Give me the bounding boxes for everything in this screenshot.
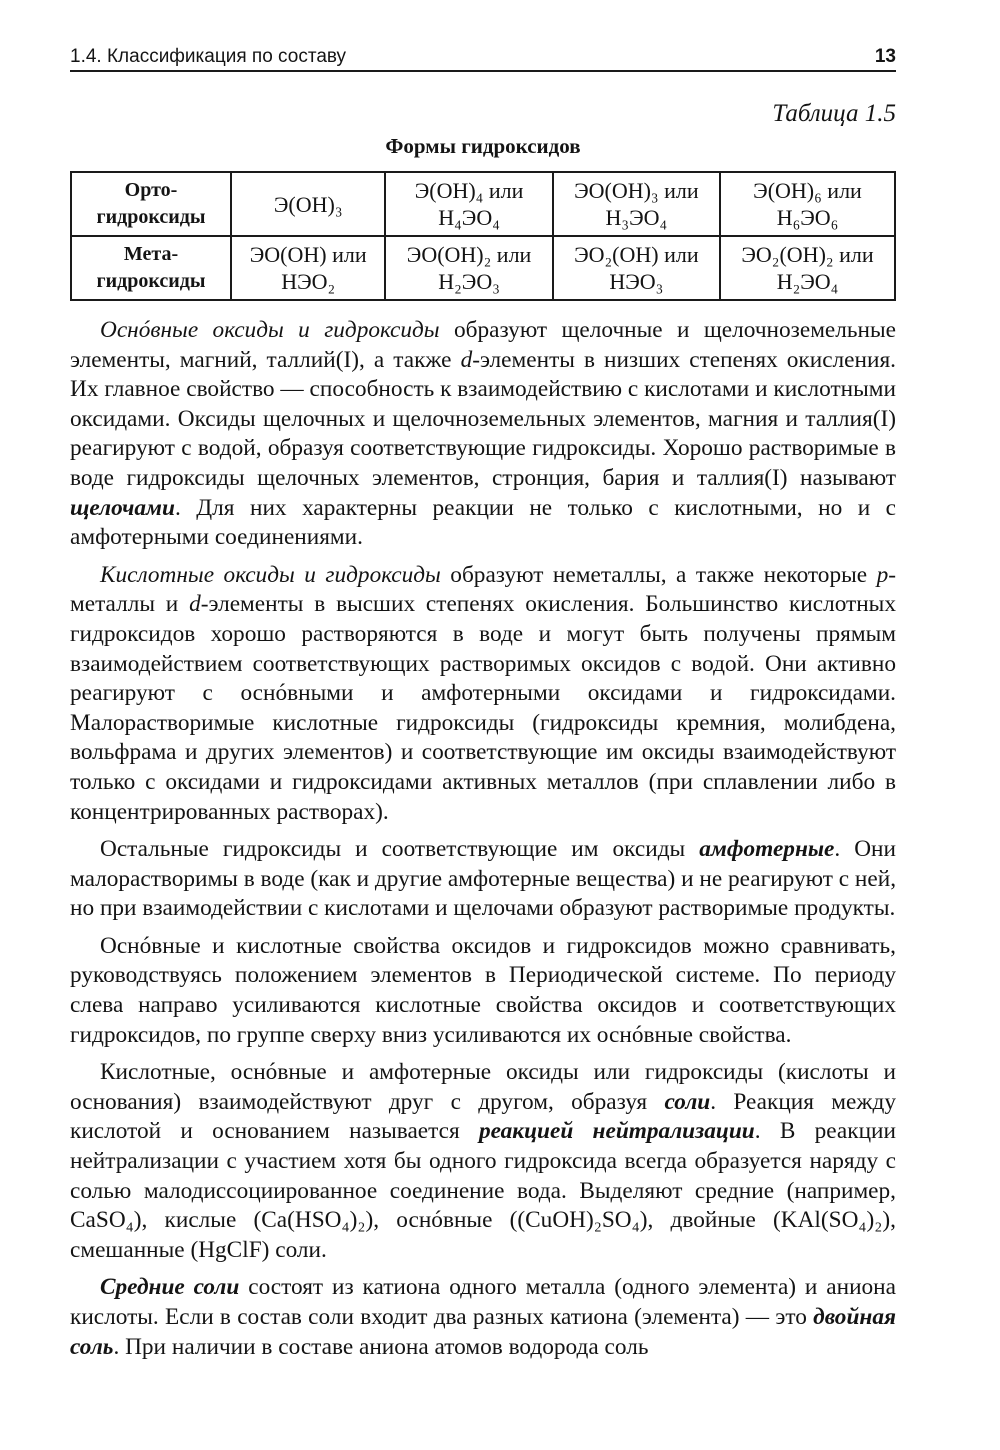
table-cell: ЭO(OH)₂ или H₂ЭO₃ — [385, 236, 552, 300]
text-run: -элементы в низших степенях окисления. Их главное свойство — способность к взаимодействию с кислотами и кислотными оксидами. Оксиды щелочных и щелочноземельных элементов, магния и таллия(I) реагируют с водой, образуя соответствующие гидроксиды. Хорошо растворимые в воде гидроксиды щелочных элементов, стронция, бария и таллия(I) называют — [70, 346, 896, 491]
table-row — [71, 172, 895, 236]
text-run: p — [876, 561, 889, 588]
text-run: d — [189, 591, 201, 618]
hydroxide-forms-table — [70, 171, 896, 301]
text-run: . Для них характерны реакции не только с кислотными, но и с амфотерными соединениями. — [70, 494, 896, 551]
paragraph-salts — [70, 1058, 896, 1265]
text-run: . Они малорастворимы в воде (как и другие амфотерные вещества) и не реагируют с ней, но при взаимодействии с кислотами и щелочами образуют растворимые продукты. — [70, 836, 897, 922]
term-acidic-oxides: Кислотные оксиды и гидроксиды — [100, 561, 441, 588]
term-basic-oxides: Оснóвные оксиды и гидроксиды — [100, 317, 440, 343]
table-cell: Э(OH)₆ или H₆ЭO₆ — [720, 172, 895, 236]
text-run: d — [460, 346, 473, 373]
table-row — [71, 236, 895, 300]
table-cell: Э(OH)₄ или H₄ЭO₄ — [385, 172, 552, 236]
table-cell: ЭO₂(OH)₂ или H₂ЭO₄ — [720, 236, 895, 300]
row-header: Мета-гидроксиды — [71, 236, 231, 300]
text-run: Оснóвные и кислотные свойства оксидов и гидроксидов можно сравнивать, руководствуясь положением элементов в Периодической системе. По периоду слева направо усиливаются кислотные свойства оксидов и соответствующих гидроксидов, по группе сверху вниз усиливаются их оснóвные свойства. — [70, 932, 896, 1048]
table-cell: ЭO₂(OH) или HЭO₃ — [553, 236, 720, 300]
text-run: образуют щелочные и щелочноземельные элементы, магний, таллий(I), а также — [70, 317, 896, 373]
paragraph-neutral-salts — [70, 1273, 896, 1362]
term-neutral-salts: Средние соли — [100, 1274, 240, 1301]
text-run: -металлы и — [70, 561, 897, 618]
term-double-salt: двойная соль — [70, 1304, 896, 1360]
table-cell: Э(OH)₃ — [231, 172, 385, 236]
paragraph-acidic-oxides — [70, 561, 896, 827]
term-neutralization: реакцией нейтрализации — [478, 1118, 755, 1145]
text-run: Кислотные, оснóвные и амфотерные оксиды или гидроксиды (кислоты и основания) взаимодействуют друг с другом, образуя — [70, 1059, 896, 1115]
running-header — [70, 42, 896, 72]
table-cell: ЭO(OH) или HЭO₂ — [231, 236, 385, 300]
paragraph-periodic-trends — [70, 932, 896, 1050]
term-alkalis: щелочами — [70, 494, 175, 521]
term-amphoteric: амфотерные — [699, 836, 835, 863]
text-run: . При наличии в составе аниона атомов водорода соль — [113, 1333, 649, 1360]
row-header: Орто-гидроксиды — [71, 172, 231, 236]
table-cell: ЭO(OH)₃ или H₃ЭO₄ — [553, 172, 720, 236]
table-title: Формы гидроксидов — [385, 134, 581, 158]
paragraph-amphoteric — [70, 835, 896, 924]
paragraph-basic-oxides — [70, 316, 896, 553]
section-title: 1.4. Классификация по составу — [70, 46, 347, 67]
table-label: Таблица 1.5 — [772, 100, 896, 127]
text-run: образуют неметаллы, а также некоторые — [440, 561, 877, 588]
page-number: 13 — [874, 46, 896, 67]
text-run: -элементы в высших степенях окисления. Большинство кислотных гидроксидов хорошо растворяются в воде и могут быть получены прямым взаимодействием соответствующих растворимых оксидов с водой. Они активно реагируют с оснóвными и амфотерными оксидами и гидроксидами. Малорастворимые кислотные гидроксиды (гидроксиды кремния, молибдена, вольфрама и других элементов) и соответствующие им оксиды взаимодействуют только с оксидами и гидроксидами активных металлов (при сплавлении либо в концентрированных растворах). — [70, 591, 896, 825]
text-run: Остальные гидроксиды и соответствующие им оксиды — [100, 836, 700, 863]
text-run: . В реакции нейтрализации с участием хотя бы одного гидроксида всегда образуется наряду с солью малодиссоциированное соединение вода. Выделяют средние (например, CaSO₄), кислые (Ca(HSO₄)₂), оснóвные ((CuOH)₂SO₄), двойные (KAl(SO₄)₂), смешанные (HgClF) соли. — [70, 1118, 896, 1263]
term-salts: соли — [664, 1088, 711, 1115]
body-text — [70, 316, 896, 1362]
text-run: . Реакция между кислотой и основанием называется — [70, 1088, 896, 1145]
text-run: состоят из катиона одного металла (одного элемента) и аниона кислоты. Если в состав соли входит два разных катиона (элемента) — это — [70, 1274, 896, 1330]
